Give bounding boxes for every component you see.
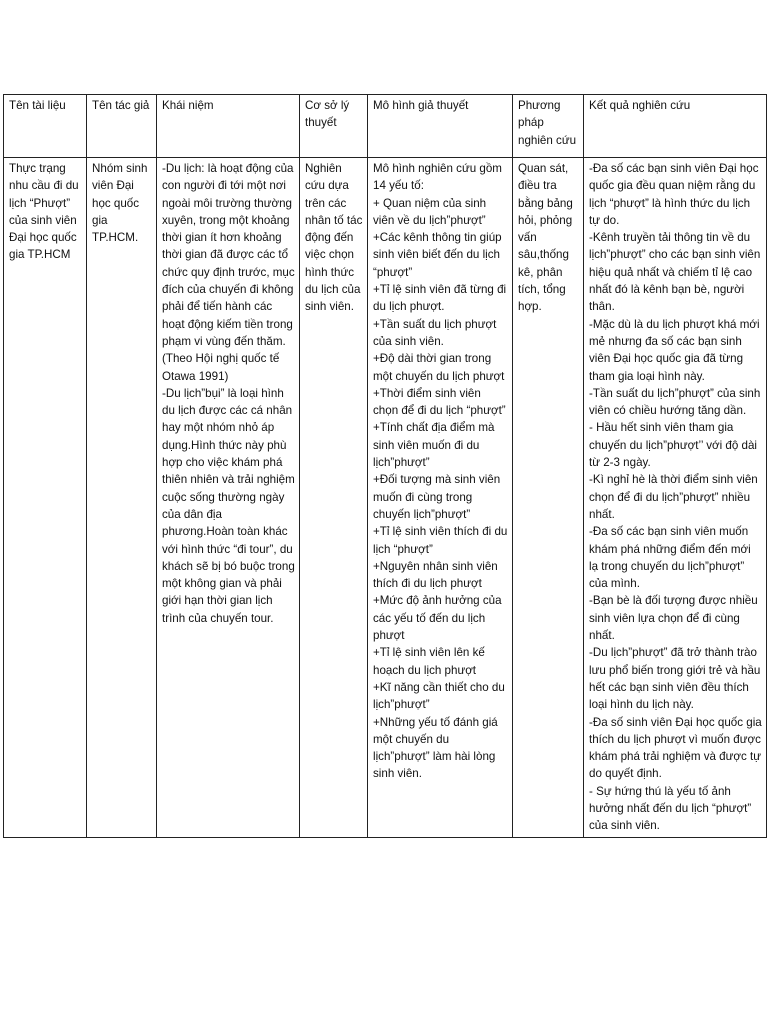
model-text: Mô hình nghiên cứu gồm 14 yếu tố: + Quan niệm của sinh viên về du lịch”phượt” +Các kênh thông tin giúp sinh viên biết đến du lịch “phượt” +Tỉ lệ sinh viên đã từng đi du lịch phượt. +Tần suất du lịch phượt của sinh viên. +Độ dài thời gian trong một chuyến du lịch phượt +Thời điểm sinh viên chọn để đi du lịch “phượt” +Tính chất địa điểm mà sinh viên muốn đi du lịch”phượt” +Đối tượng mà sinh viên muốn đi cùng trong chuyến lịch”phượt” +Tỉ lệ sinh viên thích đi du lịch “phượt” +Nguyên nhân sinh viên thích đi du lịch phượt +Mức độ ảnh hưởng của các yếu tố đến du lịch phượt +Tỉ lệ sinh viên lên kế hoạch du lịch phượt +Kĩ năng cần thiết cho du lịch”phượt” +Những yếu tố đánh giá một chuyến du lịch”phượt” làm hài lòng sinh viên. (373, 162, 508, 781)
cell-theory (300, 158, 368, 838)
cell-author (87, 158, 157, 838)
table-row (4, 158, 767, 838)
research-summary-table (3, 94, 767, 838)
header-research-method: Phương pháp nghiên cứu (513, 95, 584, 158)
cell-concept (157, 158, 300, 838)
author-text: Nhóm sinh viên Đại học quốc gia TP.HCM. (92, 162, 148, 245)
results-text: -Đa số các bạn sinh viên Đại học quốc gia đều quan niệm rằng du lịch “phượt” là hình thức du lịch tự do. -Kênh truyền tải thông tin về du lịch”phượt” cho các bạn sinh viên hiệu quả nhất và chiếm tỉ lệ cao nhất đó là kênh bạn bè, người thân. -Mặc dù là du lịch phượt khá mới mẻ nhưng đa số các bạn sinh viên Đại học quốc gia đã từng tham gia loại hình này. -Tần suất du lịch”phượt” của sinh viên có chiều hướng tăng dần. - Hầu hết sinh viên tham gia chuyến du lịch”phượt’’ với độ dài từ 2-3 ngày. -Kì nghỉ hè là thời điểm sinh viên chọn để đi du lịch”phượt” nhiều nhất. -Đa số các bạn sinh viên muốn khám phá những điểm đến mới lạ trong chuyến du lịch”phượt” của mình. -Bạn bè là đối tượng được nhiều sinh viên lựa chọn để đi cùng nhất. -Du lịch”phượt” đã trở thành trào lưu phổ biến trong giới trẻ và hầu hết các bạn sinh viên đều thích loại hình du lịch này. -Đa số sinh viên Đại học quốc gia thích du lịch phượt vì muốn được khám phá trải nghiệm và được tự do quyết định. - Sự hứng thú là yếu tố ảnh hưởng nhất đến du lịch “phượt” của sinh viên. (589, 162, 762, 833)
cell-document-title (4, 158, 87, 838)
header-concept: Khái niệm (157, 95, 300, 158)
cell-research-results (584, 158, 767, 838)
header-theory: Cơ sở lý thuyết (300, 95, 368, 158)
concept-text: -Du lịch: là hoạt động của con người đi tới một nơi ngoài môi trường thường xuyên, trong một khoảng thời gian ít hơn khoảng thời gian đã được các tổ chức quy định trước, mục đích của chuyến đi không phải để tiến hành các hoạt động kiếm tiền trong phạm vi vùng đến thăm. (Theo Hội nghị quốc tế Otawa 1991) -Du lịch”bụi” là loại hình du lịch được các cá nhân hay một nhóm nhỏ áp dụng.Hình thức này phù hợp cho việc khám phá thiên nhiên và trải nghiệm cuộc sống thường ngày của dân địa phương.Hoàn toàn khác với hình thức “đi tour”, du khách sẽ bị bó buộc trong một không gian và phải giới hạn thời gian lịch trình của chuyến tour. (162, 162, 295, 625)
header-author: Tên tác giả (87, 95, 157, 158)
cell-research-method (513, 158, 584, 838)
header-document-name: Tên tài liệu (4, 95, 87, 158)
cell-hypothesis-model (368, 158, 513, 838)
table-header-row (4, 95, 767, 158)
header-research-results: Kết quả nghiên cứu (584, 95, 767, 158)
document-title-text: Thực trạng nhu cầu đi du lịch “Phượt” của sinh viên Đại học quốc gia TP.HCM (9, 162, 79, 262)
method-text: Quan sát, điều tra bằng bảng hỏi, phỏng vấn sâu,thống kê, phân tích, tổng hợp. (518, 162, 573, 314)
header-hypothesis-model: Mô hình giả thuyết (368, 95, 513, 158)
theory-text: Nghiên cứu dựa trên các nhân tố tác động đến việc chọn hình thức du lịch của sinh viên. (305, 162, 363, 314)
